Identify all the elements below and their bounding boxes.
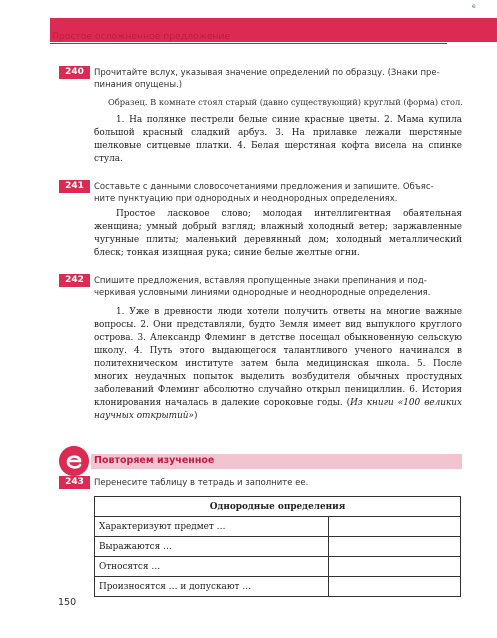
review-title: Повторяем изученное — [94, 455, 215, 466]
task-line: Спишите предложения, вставляя пропущенные знаки препинания и под- — [94, 276, 427, 286]
table-row — [95, 517, 461, 537]
exercise-number: 241 — [59, 180, 90, 193]
review-emblem-icon — [59, 446, 89, 476]
table-row — [95, 537, 461, 557]
table-row — [95, 557, 461, 577]
table-cell-empty — [329, 537, 461, 557]
exercise-number: 243 — [59, 476, 90, 489]
exercise-task — [94, 67, 462, 91]
table-header: Однородные определения — [95, 497, 461, 517]
table-cell-label: Произносятся … и допускают … — [95, 577, 329, 597]
source-open: ( — [342, 398, 351, 408]
sample-text: Образец. В комнате стоял старый (давно существующий) круглый (форма) стол. — [108, 97, 463, 107]
exercise-text: Простое ласковое слово; молодая интеллигентная обаятельная женщина; умный добрый взгляд; влажный холодный ветер; заржавленные чугунные плиты; маленький деревянный дом; холодный металлический блеск; тонкая изящная рука; синие белые желтые огни. — [94, 209, 462, 258]
exercise-number: 242 — [59, 274, 90, 287]
page-title: Простое осложненное предложение — [52, 31, 231, 42]
source-citation: Из книги «100 великих научных открытий» — [94, 398, 462, 421]
exercise-task — [94, 181, 462, 205]
table-cell-empty — [329, 577, 461, 597]
task-line: ните пунктуацию при однородных и неоднородных определениях. — [94, 194, 398, 204]
review-table — [94, 496, 461, 597]
exercise-number: 240 — [59, 66, 90, 79]
exercise-text — [94, 306, 462, 423]
table-cell-label: Характеризуют предмет … — [95, 517, 329, 537]
task-line: пинания опущены.) — [94, 80, 183, 90]
header-divider — [50, 43, 447, 44]
exercise-text: 1. На полянке пестрели белые синие красные цветы. 2. Мама купила большой красный сладкий арбуз. 3. На прилавке лежали шерстяные шелковые ситцевые платки. 4. Белая шерстяная кофта висела на спинке стула. — [94, 115, 462, 164]
table-cell-empty — [329, 557, 461, 577]
page-number: 150 — [58, 597, 77, 608]
table-row — [95, 577, 461, 597]
task-line: Прочитайте вслух, указывая значение определений по образцу. (Знаки пре- — [94, 68, 440, 78]
exercise-task: Перенесите таблицу в тетрадь и заполните ее. — [94, 478, 309, 488]
task-line: черкивая условными линиями однородные и неоднородные определения. — [94, 288, 431, 298]
table-cell-label: Относятся … — [95, 557, 329, 577]
publisher-logo: е — [472, 3, 476, 10]
source-close: ) — [193, 411, 198, 421]
exercise-task — [94, 275, 462, 299]
task-line: Составьте с данными словосочетаниями предложения и запишите. Объяс- — [94, 182, 434, 192]
exercise-text-body: 1. Уже в древности люди хотели получить ответы на многие важные вопросы. 2. Они представляли, будто Земля имеет вид выпуклого круглого острова. 3. Александр Флеминг в детстве посещал обыкновенную сельскую школу. 4. Путь этого выдающегося талантливого ученого начинался в политехническом институте затем была медицинская школа. 5. После многих неудачных попыток выделить возбудителя обычных простудных заболеваний Флеминг абсолютно случайно открыл пенициллин. 6. История клонирования началась в далекие сороковые годы. — [94, 307, 462, 408]
table-cell-label: Выражаются … — [95, 537, 329, 557]
table-cell-empty — [329, 517, 461, 537]
